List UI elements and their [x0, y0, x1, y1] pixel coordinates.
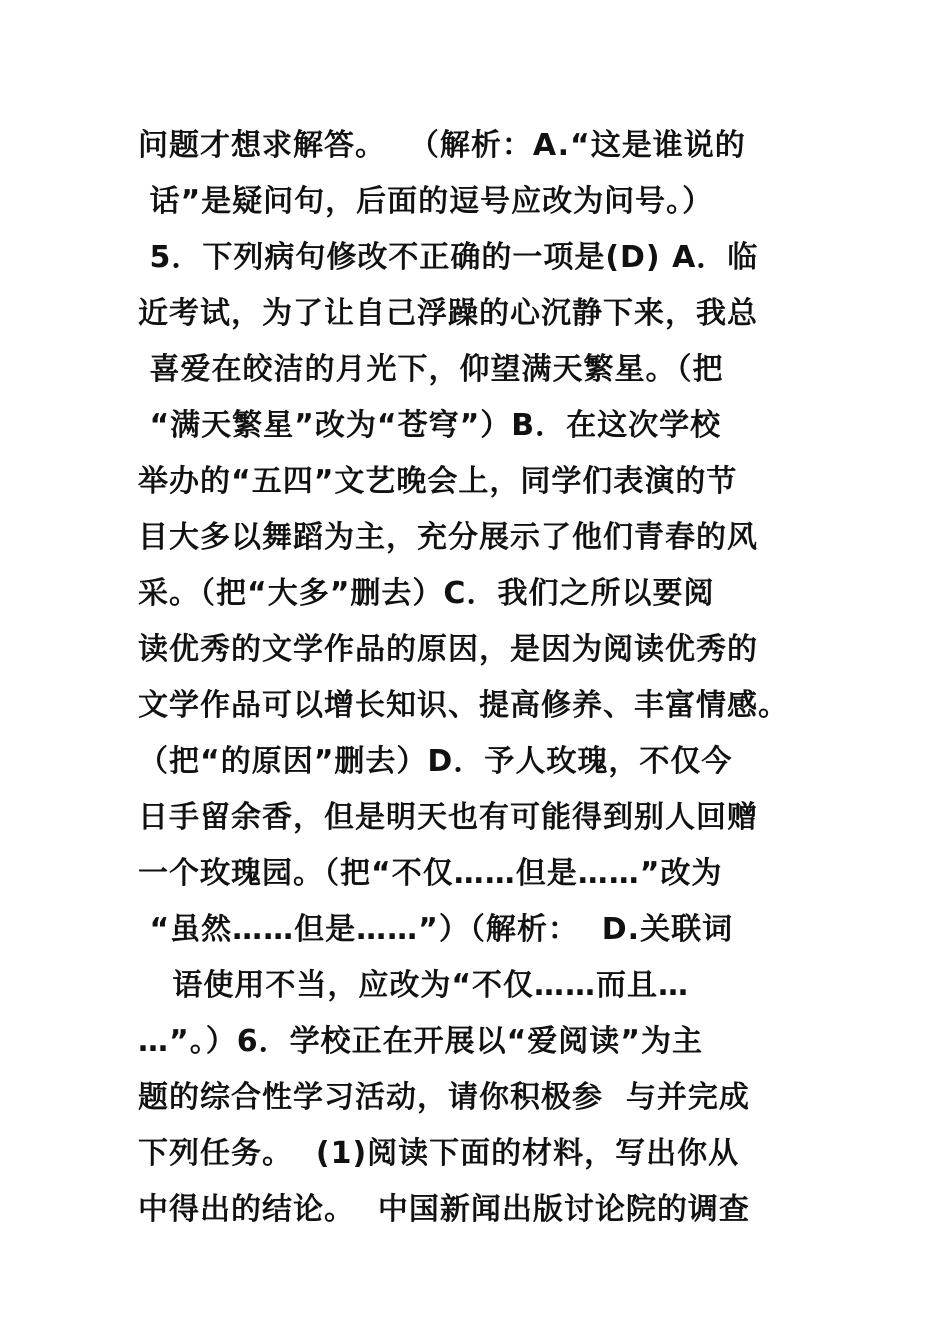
- text-line: 一个玫瑰园。（把“不仅……但是……”改为: [138, 856, 723, 891]
- text-line: 举办的“五四”文艺晚会上，同学们表演的节: [138, 464, 738, 499]
- text-line: 话”是疑问句，后面的逗号应改为问号。）: [138, 184, 714, 219]
- document-body: [138, 118, 838, 1238]
- text-line: 题的综合性学习活动，请你积极参 与并完成: [138, 1080, 750, 1115]
- text-line: 采。（把“大多”删去）C．我们之所以要阅: [138, 576, 715, 611]
- text-line: 喜爱在皎洁的月光下，仰望满天繁星。（把: [138, 352, 724, 387]
- text-line: 目大多以舞蹈为主，充分展示了他们青春的风: [138, 520, 758, 555]
- text-line: “虽然……但是……”）（解析： D.关联词: [138, 912, 734, 947]
- text-line: 下列任务。 (1)阅读下面的材料，写出你从: [138, 1136, 740, 1171]
- text-line: 5．下列病句修改不正确的一项是(D) A．临: [138, 240, 759, 275]
- text-line: 文学作品可以增长知识、提高修养、丰富情感。: [138, 688, 789, 723]
- text-line: （把“的原因”删去）D．予人玫瑰，不仅今: [138, 744, 733, 779]
- text-line: 近考试，为了让自己浮躁的心沉静下来，我总: [138, 296, 758, 331]
- text-line: …”。）6．学校正在开展以“爱阅读”为主: [138, 1024, 704, 1059]
- text-line: 读优秀的文学作品的原因，是因为阅读优秀的: [138, 632, 758, 667]
- text-line: 语使用不当，应改为“不仅……而且…: [138, 968, 690, 1003]
- text-line: “满天繁星”改为“苍穹”）B．在这次学校: [138, 408, 722, 443]
- text-line: 中得出的结论。 中国新闻出版讨论院的调查: [138, 1192, 750, 1227]
- text-line: 日手留余香，但是明天也有可能得到别人回赠: [138, 800, 758, 835]
- text-line: 问题才想求解答。 （解析：A.“这是谁说的: [138, 128, 746, 163]
